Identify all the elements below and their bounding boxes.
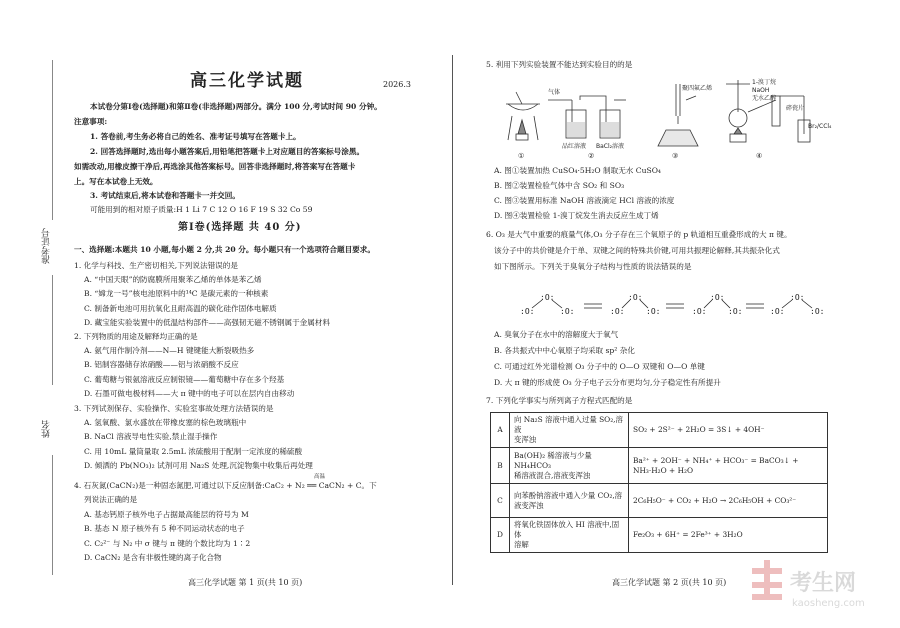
question-7: 7. 下列化学事实与所列离子方程式匹配的是	[486, 396, 633, 405]
q5-option-c: C. 图③装置用标准 NaOH 溶液滴定 HCl 溶液的浓度	[494, 196, 675, 205]
page-divider	[452, 55, 453, 585]
fig3-ptfe-label: 聚四氟乙烯	[682, 85, 713, 92]
notice-item-2a: 2. 回答选择题时,选出每小题答案后,用铅笔把答题卡上对应题目的答案标号涂黑。	[90, 147, 365, 156]
part-intro: 一、选择题:本题共 10 小题,每小题 2 分,共 20 分。每小题只有一个选项符合题目要求。	[74, 245, 375, 254]
table-row	[491, 484, 828, 518]
svg-text::O:: :O:	[728, 307, 743, 316]
q6-option-c: C. 可通过红外光谱检测 O₃ 分子中的 O—O 双键和 O—O 单键	[494, 362, 705, 371]
binding-line-bottom	[52, 455, 53, 575]
figure-label-4: ④	[756, 152, 763, 160]
watermark-text-en: kaosheng.com	[792, 598, 865, 609]
q4-option-d: D. CaCN₂ 是含有非极性键的离子化合物	[84, 553, 222, 562]
table-cell-key: A	[491, 413, 510, 448]
q1-option-c: C. 制备新电池可用抗氧化且耐高温的碳化硅作固体电解质	[84, 304, 277, 313]
question-4: 4. 石灰氮(CaCN₂)是一种固态氮肥,可通过以下反应制备:CaC₂ + N₂ ══ CaCN₂ + C。下	[74, 481, 377, 490]
q1-option-d: D. 藏宝能实验装置中的低温结构部件——高强韧无磁不锈钢属于金属材料	[84, 318, 331, 327]
table-cell-equation: Fe₂O₃ + 6H⁺ = 2Fe³⁺ + 3H₂O	[629, 518, 828, 553]
q6-option-b: B. 各共振式中中心氧原子均采取 sp² 杂化	[494, 346, 635, 355]
table-row	[491, 518, 828, 553]
q3-option-b: B. NaCl 溶液导电性实验,禁止湿手操作	[84, 432, 218, 441]
fig2-bacl-label: BaCl₂溶液	[596, 143, 625, 150]
ozone-resonance-structures	[500, 278, 830, 328]
name-label: 姓名	[42, 420, 52, 438]
q4-condition: 高温	[314, 474, 326, 480]
page-title: 高三化学试题	[190, 71, 304, 91]
q6-option-a: A. 臭氧分子在水中的溶解度大于氧气	[494, 330, 619, 339]
apparatus-figures	[486, 76, 836, 162]
atomic-mass: 可能用到的相对原子质量:H 1 Li 7 C 12 O 16 F 19 S 32 Co 59	[90, 205, 313, 214]
question-6-line1: 6. O₃ 是大气中重要的痕量气体,O₃ 分子存在三个氧原子的 p 轨道相互重叠形成的大 π 键。	[486, 230, 792, 239]
fig4-ethanol-label: 无水乙醇	[752, 95, 777, 102]
watermark-logo	[750, 558, 890, 622]
svg-text::O:: :O:	[560, 307, 575, 316]
svg-text::O:: :O:	[790, 293, 805, 302]
q2-option-b: B. 铝制容器储存浓硝酸——铝与浓硝酸不反应	[84, 360, 239, 369]
fig2-gas-label: 气体	[548, 89, 561, 96]
table-cell-desc: 将氧化铁固体放入 HI 溶液中,固体 溶解	[510, 518, 629, 553]
question-6-line3: 如下图所示。下列关于臭氧分子结构与性质的说法错误的是	[494, 262, 692, 271]
question-4-cont: 列说法正确的是	[84, 495, 138, 504]
question-3: 3. 下列试剂保存、实验操作、实验室事故处理方法错误的是	[74, 404, 274, 413]
figure-1-apparatus	[506, 92, 540, 140]
svg-text::O:: :O:	[770, 307, 785, 316]
binding-line-middle	[52, 275, 53, 385]
figure-2-apparatus	[548, 96, 626, 138]
fig2-pink-label: 品红溶液	[562, 143, 587, 150]
question-2: 2. 下列物质的用途及解释均正确的是	[74, 332, 198, 341]
q4-option-b: B. 基态 N 原子核外有 5 种不同运动状态的电子	[84, 524, 245, 533]
table-cell-desc: 向 Na₂S 溶液中通入过量 SO₂,溶液 变浑浊	[510, 413, 629, 448]
table-row	[491, 448, 828, 484]
svg-text::O:: :O:	[628, 293, 643, 302]
q5-option-b: B. 图②装置检验气体中含 SO₂ 和 SO₃	[494, 181, 625, 190]
svg-text::O:: :O:	[540, 293, 555, 302]
notice-heading: 注意事项:	[74, 117, 108, 126]
q5-option-d: D. 图④装置检验 1-溴丁烷发生消去反应生成丁烯	[494, 211, 659, 220]
fig4-br2-label: Br₂/CCl₄	[808, 123, 832, 130]
q6-option-d: D. 大 π 键的形成使 O₃ 分子电子云分布更均匀,分子稳定性有所提升	[494, 378, 721, 387]
fig4-bromobutane-label: 1-溴丁烷	[752, 79, 776, 86]
svg-text::O:: :O:	[610, 307, 625, 316]
page-footer-1: 高三化学试题 第 1 页(共 10 页)	[188, 578, 303, 587]
section-title: 第Ⅰ卷(选择题 共 40 分)	[178, 222, 302, 233]
notice-item-2b: 如需改动,用橡皮擦干净后,再选涂其他答案标号。回答非选择题时,将答案写在答题卡	[74, 162, 356, 171]
fig4-shard-label: 碎瓷片	[786, 105, 805, 112]
table-cell-equation: SO₂ + 2S²⁻ + 2H₂O = 3S↓ + 4OH⁻	[629, 413, 828, 448]
svg-text::O:: :O:	[692, 307, 707, 316]
table-cell-equation: Ba²⁺ + 2OH⁻ + NH₄⁺ + HCO₃⁻ = BaCO₃↓ + NH₃·H₂O + H₂O	[629, 448, 828, 484]
q2-option-a: A. 氨气用作制冷剂——N—H 键键能大断裂吸热多	[84, 346, 255, 355]
table-cell-key: B	[491, 448, 510, 484]
q5-option-a: A. 图①装置加热 CuSO₄·5H₂O 制取无水 CuSO₄	[494, 166, 661, 175]
q4-option-c: C. C₂²⁻ 与 N₂ 中 σ 键与 π 键的个数比均为 1∶2	[84, 539, 251, 548]
svg-text::O:: :O:	[710, 293, 725, 302]
notice-item-2c: 上。写在本试卷上无效。	[74, 177, 158, 186]
q3-option-c: C. 用 10mL 量筒量取 2.5mL 浓硫酸用于配制一定浓度的稀硫酸	[84, 447, 303, 456]
question-6-line2: 该分子中的共价键是介于单、双键之间的特殊共价键,可用共振理论解释,其共振杂化式	[494, 246, 780, 255]
exam-date: 2026.3	[383, 80, 411, 89]
notice-item-1: 1. 答卷前,考生务必将自己的姓名、准考证号填写在答题卡上。	[90, 132, 301, 141]
table-cell-desc: Ba(OH)₂ 稀溶液与少量 NH₄HCO₃ 稀溶液混合,溶液变浑浊	[510, 448, 629, 484]
table-cell-key: D	[491, 518, 510, 553]
question-5: 5. 利用下列实验装置不能达到实验目的的是	[486, 60, 633, 69]
table-cell-equation: 2C₆H₅O⁻ + CO₂ + H₂O → 2C₆H₅OH + CO₃²⁻	[629, 484, 828, 518]
figure-label-2: ②	[588, 152, 595, 160]
fig4-naoh-label: NaOH	[752, 87, 770, 94]
watermark-text-cn: 考生网	[790, 571, 857, 596]
q3-option-a: A. 氢氧酸、氯水盛放在带橡皮塞的棕色玻璃瓶中	[84, 418, 247, 427]
page-footer-2: 高三化学试题 第 2 页(共 10 页)	[612, 578, 727, 587]
table-row	[491, 413, 828, 448]
exam-number-label: 准考证号	[42, 228, 52, 264]
svg-text::O:: :O:	[520, 307, 535, 316]
table-cell-desc: 向苯酚钠溶液中通入少量 CO₂,溶 液变浑浊	[510, 484, 629, 518]
figure-3-apparatus	[658, 84, 698, 146]
q7-table	[490, 412, 828, 553]
binding-line-top	[52, 60, 53, 220]
table-cell-key: C	[491, 484, 510, 518]
svg-text::O:: :O:	[646, 307, 661, 316]
figure-label-3: ③	[672, 152, 679, 160]
question-1: 1. 化学与科技、生产密切相关,下列说法错误的是	[74, 261, 238, 270]
q1-option-b: B. “嫦龙一号”核电池原料中的¹⁴C 是碳元素的一种核素	[84, 289, 269, 298]
figure-label-1: ①	[518, 152, 525, 160]
q1-option-a: A. “中国天眼”的防腐膜所用聚苯乙烯的单体是苯乙烯	[84, 275, 262, 284]
notice-intro: 本试卷分第Ⅰ卷(选择题)和第Ⅱ卷(非选择题)两部分。满分 100 分,考试时间 90 分钟。	[90, 102, 382, 111]
q2-option-d: D. 石墨可做电极材料——大 π 键中的电子可以在层内自由移动	[84, 389, 295, 398]
q2-option-c: C. 葡萄糖与银氨溶液反应制银镜——葡萄糖中存在多个羟基	[84, 375, 285, 384]
q3-option-d: D. 倾洒的 Pb(NO₃)₂ 试剂可用 Na₂S 处理,沉淀物集中收集后再处理	[84, 461, 313, 470]
q4-option-a: A. 基态钙原子核外电子占据最高能层的符号为 M	[84, 510, 249, 519]
svg-text::O:: :O:	[810, 307, 825, 316]
notice-item-3: 3. 考试结束后,将本试卷和答题卡一并交回。	[90, 191, 240, 200]
